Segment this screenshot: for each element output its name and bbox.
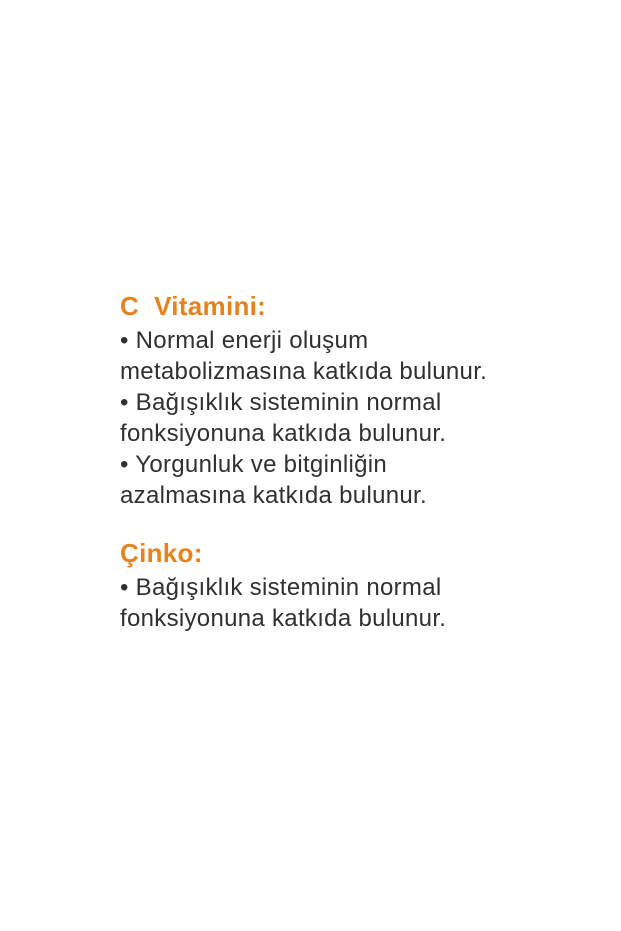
vitamin-c-claim-line: fonksiyonuna katkıda bulunur. <box>120 420 447 447</box>
zinc-claim-line: • Bağışıklık sisteminin normal <box>120 574 442 601</box>
zinc-claim-line: fonksiyonuna katkıda bulunur. <box>120 605 447 632</box>
section-zinc <box>120 538 580 634</box>
vitamin-c-claim-line: metabolizmasına katkıda bulunur. <box>120 358 488 385</box>
vitamin-c-claim-line: • Bağışıklık sisteminin normal <box>120 389 442 416</box>
nutrition-claims-block <box>120 291 580 634</box>
vitamin-c-claim-line: • Normal enerji oluşum <box>120 327 369 354</box>
section-vitamin-c <box>120 291 580 511</box>
vitamin-c-heading: C Vitamini: <box>120 291 267 321</box>
zinc-heading: Çinko: <box>120 538 203 568</box>
vitamin-c-claim-line: azalmasına katkıda bulunur. <box>120 482 427 509</box>
vitamin-c-claim-line: • Yorgunluk ve bitginliğin <box>120 451 388 478</box>
